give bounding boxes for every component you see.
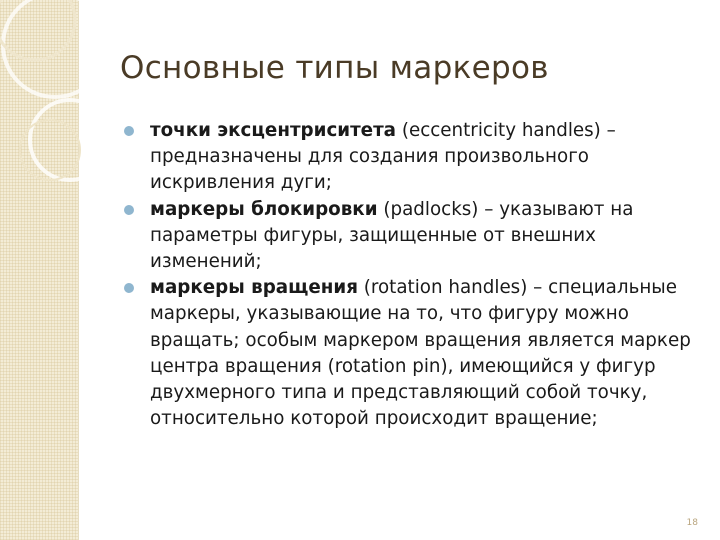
bullet-term: точки эксцентриситета: [150, 120, 397, 141]
page-number: 18: [686, 518, 698, 528]
bullet-text: [150, 199, 633, 272]
bullet-dot-icon: [124, 205, 134, 215]
bullet-text: [150, 277, 691, 429]
bullet-dot-icon: [124, 126, 134, 136]
bullet-item: [124, 197, 704, 276]
bullet-dot-icon: [124, 283, 134, 293]
bullet-item: [124, 275, 704, 432]
bullet-description: (rotation handles) – специальные маркеры, указывающие на то, что фигуру можно вращать; особым маркером вращения является маркер центра вращения (rotation pin), имеющийся у фигур двухмерного типа и представляющий собой точку, относительно которой происходит вращение;: [150, 277, 691, 430]
bullet-list: [124, 118, 704, 432]
bullet-term: маркеры блокировки: [150, 198, 378, 220]
slide-title: Основные типы маркеров: [120, 50, 549, 86]
bullet-description: (padlocks) – указывают на параметры фигуры, защищенные от внешних изменений;: [150, 198, 634, 273]
bullet-term: маркеры вращения: [150, 277, 358, 299]
bullet-item: [124, 118, 704, 197]
bullet-description: (eccentricity handles) – предназначены для создания произвольного искривления дуги;: [150, 120, 616, 194]
bullet-text: [150, 120, 616, 193]
